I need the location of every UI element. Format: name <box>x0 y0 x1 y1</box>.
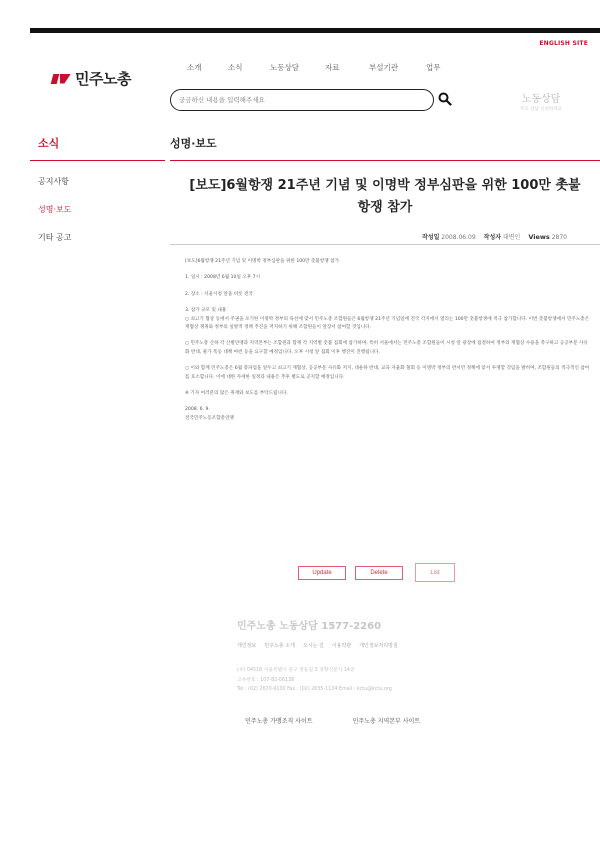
title-divider <box>170 160 600 161</box>
consult-subtitle: 무료 상담 신청하세요 <box>520 107 562 112</box>
author-info <box>484 232 521 241</box>
search-input[interactable] <box>179 96 419 104</box>
search-box <box>170 89 434 111</box>
footer-link[interactable]: 이용약관 <box>331 643 352 649</box>
views-info <box>528 233 567 241</box>
footer-link[interactable]: 민주노총 소개 <box>264 643 295 649</box>
body-paragraph: ※ 기자 여러분의 많은 취재와 보도를 부탁드립니다. <box>185 391 288 397</box>
sidebar-divider <box>30 160 165 161</box>
address-line: (우) 04518 서울특별시 중구 정동길 3 경향신문사 14층 <box>237 668 355 673</box>
contact-line: Tel : (02) 2670-9100 Fax : (02) 2635-1134 Email : kctu@kctu.org <box>237 687 392 692</box>
top-bar <box>30 28 600 33</box>
footer-links <box>237 642 398 649</box>
date-info <box>422 232 476 241</box>
body-paragraph: 2. 장소 : 서울시청 앞을 비롯 전국 <box>185 291 253 297</box>
post-title: [보도]6월항쟁 21주년 기념 및 이명박 정부심판을 위한 100만 촛불항쟁 참가 <box>189 178 581 215</box>
nav-item-news[interactable]: 소식 <box>228 63 243 72</box>
list-button[interactable]: List <box>415 563 455 582</box>
body-paragraph: 1. 일시 : 2008년 6월 10일 오후 7시 <box>185 275 261 281</box>
footer-link[interactable]: 오시는 길 <box>302 643 324 649</box>
consult-title: 노동상담 <box>521 94 561 105</box>
meta-divider <box>170 244 600 245</box>
sidebar-menu <box>38 176 71 260</box>
author-label: 작성자 <box>483 234 502 241</box>
footer-address <box>237 666 392 695</box>
views-value: 2870 <box>551 234 567 241</box>
author-value: 대변인 <box>502 234 521 241</box>
labor-consult-link[interactable] <box>520 90 562 112</box>
post-body <box>185 258 590 431</box>
logo[interactable] <box>52 68 131 89</box>
business-number: 고유번호 : 107-82-06138 <box>237 677 295 683</box>
sidebar-title: 소식 <box>38 137 60 150</box>
body-paragraph: 3. 참가 규모 및 내용 ○ 쇠고기 협상 등에서 주권을 포기한 이명박 정부의 독선에 맞서 민주노총 조합원들은 6월항쟁 21주년 기념일에 전국 각지에서 열리는 100만 촛불항쟁에 적극 참가합니다. 이번 촛불항쟁에서 민주노총은 재협상 쟁취와 정부의 일방적 정책 추진을 저지하기 위해 조합원들이 앞장서 참여할 것입니다. <box>185 308 590 331</box>
body-paragraph: ○ 이와 함께 민주노총은 6월 총파업을 앞두고 쇠고기 재협상, 공공부문 사유화 저지, 대운하 반대, 교육 자율화 철회 등 이명박 정부의 반서민 정책에 맞서 투쟁할 것임을 밝히며, 조합원들의 적극적인 참여를 호소합니다. 이에 대한 자세한 일정과 내용은 추후 별도로 공지할 예정입니다. <box>185 366 590 380</box>
logo-mark-icon <box>52 72 72 86</box>
footer-sites <box>245 716 420 725</box>
nav-item-about[interactable]: 소개 <box>187 63 202 72</box>
sidebar-item-notice[interactable]: 공지사항 <box>38 177 69 186</box>
main-nav <box>187 62 456 73</box>
nav-item-work[interactable]: 업무 <box>426 63 441 72</box>
post-meta <box>422 232 567 241</box>
nav-item-data[interactable]: 자료 <box>325 63 340 72</box>
page-title: 성명·보도 <box>170 137 217 150</box>
date-value: 2008.06.09 <box>441 234 476 241</box>
search-icon[interactable] <box>438 92 452 106</box>
sidebar-item-other-notice[interactable]: 기타 공고 <box>38 233 72 242</box>
sidebar-item-statements[interactable]: 성명·보도 <box>38 205 72 214</box>
footer-tel: 민주노총 노동상담 1577-2260 <box>237 621 382 632</box>
delete-button[interactable]: Delete <box>355 566 403 580</box>
views-label: Views <box>528 233 550 241</box>
regional-sites-link[interactable]: 민주노총 지역본부 사이트 <box>352 718 421 725</box>
nav-item-consult[interactable]: 노동상담 <box>270 63 299 72</box>
english-site-link[interactable]: ENGLISH SITE <box>539 40 588 47</box>
post-actions <box>298 563 455 582</box>
body-paragraph: 2008. 6. 9. 전국민주노동조합총연맹 <box>185 407 234 421</box>
footer-link[interactable]: 개인정보 <box>237 643 257 649</box>
nav-item-affiliates[interactable]: 부설기관 <box>369 63 398 72</box>
affiliate-sites-link[interactable]: 민주노총 가맹조직 사이트 <box>245 718 313 725</box>
date-label: 작성일 <box>421 234 440 241</box>
footer-link[interactable]: 개인정보처리방침 <box>359 643 398 649</box>
logo-text: 민주노총 <box>75 70 131 88</box>
body-paragraph: [보도]6월항쟁 21주년 기념 및 이명박 정부심판을 위한 100만 촛불항쟁 참가 <box>185 259 340 264</box>
body-paragraph: ○ 민주노총 산하 각 산별연맹과 지역본부는 조합원과 함께 각 지역별 촛불 집회에 참가하며, 특히 서울에서는 민주노총 조합원들이 시청 앞 광장에 집결하여 정부의 재협상 수용을 촉구하고 공공부문 사유화 반대, 물가 폭등 대책 마련 등을 요구할 예정입니다. 오후 시청 앞 집회 이후 행진이 진행됩니다. <box>185 341 588 355</box>
update-button[interactable]: Update <box>298 566 346 580</box>
